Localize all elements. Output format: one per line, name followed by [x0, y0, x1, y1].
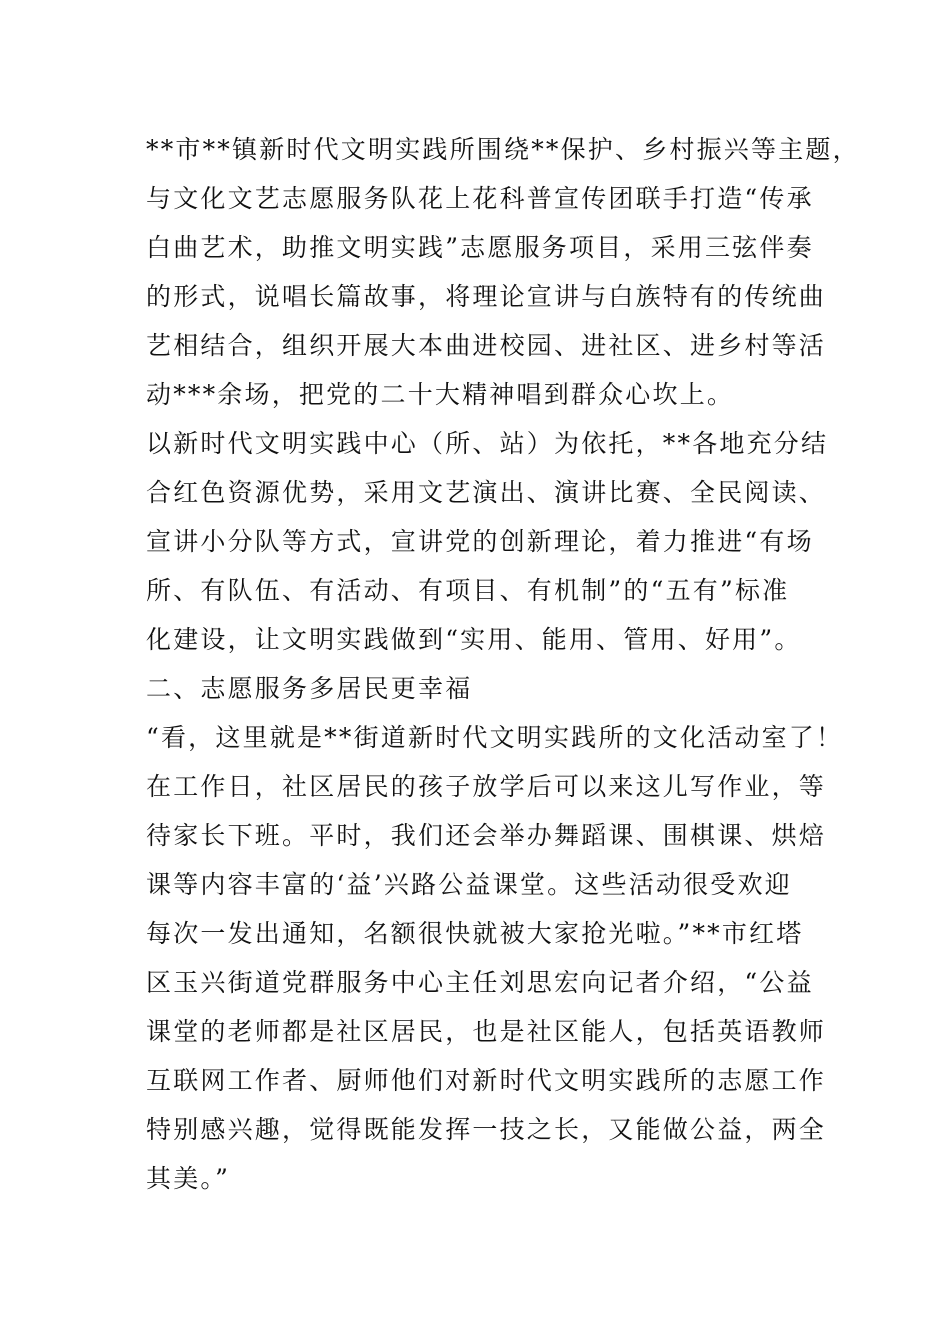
text-line: 所、有队伍、有活动、有项目、有机制”的“五有”标准 — [146, 576, 790, 605]
text-line: 白曲艺术，助推文明实践”志愿服务项目，采用三弦伴奏 — [146, 233, 814, 262]
text-line: 在工作日，社区居民的孩子放学后可以来这儿写作业，等 — [146, 772, 827, 801]
text-line: 课等内容丰富的‘益’兴路公益课堂。这些活动很受欢迎 — [146, 870, 792, 899]
text-line: 艺相结合，组织开展大本曲进校园、进社区、进乡村等活 — [146, 331, 827, 360]
text-line: 与文化文艺志愿服务队花上花科普宣传团联手打造“传承 — [146, 184, 814, 213]
text-line: 的形式，说唱长篇故事，将理论宣讲与白族特有的传统曲 — [146, 282, 827, 311]
text-line: 宣讲小分队等方式，宣讲党的创新理论，着力推进“有场 — [146, 527, 814, 556]
heading-line: 二、志愿服务多居民更幸福 — [146, 674, 473, 703]
text-line: 以新时代文明实践中心（所、站）为依托，**各地充分结 — [146, 429, 829, 458]
text-line: 互联网工作者、厨师他们对新时代文明实践所的志愿工作 — [146, 1066, 827, 1095]
text-line: “看，这里就是**街道新时代文明实践所的文化活动室了！ — [146, 723, 844, 752]
document-body — [146, 125, 860, 1203]
text-line: 动***余场，把党的二十大精神唱到群众心坎上。 — [146, 380, 735, 409]
paragraph-3 — [146, 713, 844, 1203]
text-line: 合红色资源优势，采用文艺演出、演讲比赛、全民阅读、 — [146, 478, 827, 507]
text-line: 区玉兴街道党群服务中心主任刘思宏向记者介绍，“公益 — [146, 968, 814, 997]
text-line: 待家长下班。平时，我们还会举办舞蹈课、围棋课、烘焙 — [146, 821, 827, 850]
text-line: 其美。” — [146, 1164, 231, 1193]
text-line: 化建设，让文明实践做到“实用、能用、管用、好用”。 — [146, 625, 802, 654]
text-line: 每次一发出通知，名额很快就被大家抢光啦。”**市红塔 — [146, 919, 804, 948]
paragraph-2 — [146, 419, 829, 664]
text-line: **市**镇新时代文明实践所围绕**保护、乡村振兴等主题， — [146, 135, 860, 164]
text-line: 特别感兴趣，觉得既能发挥一技之长，又能做公益，两全 — [146, 1115, 827, 1144]
paragraph-1 — [146, 125, 860, 419]
text-line: 课堂的老师都是社区居民，也是社区能人，包括英语教师 — [146, 1017, 827, 1046]
section-heading — [146, 664, 810, 713]
